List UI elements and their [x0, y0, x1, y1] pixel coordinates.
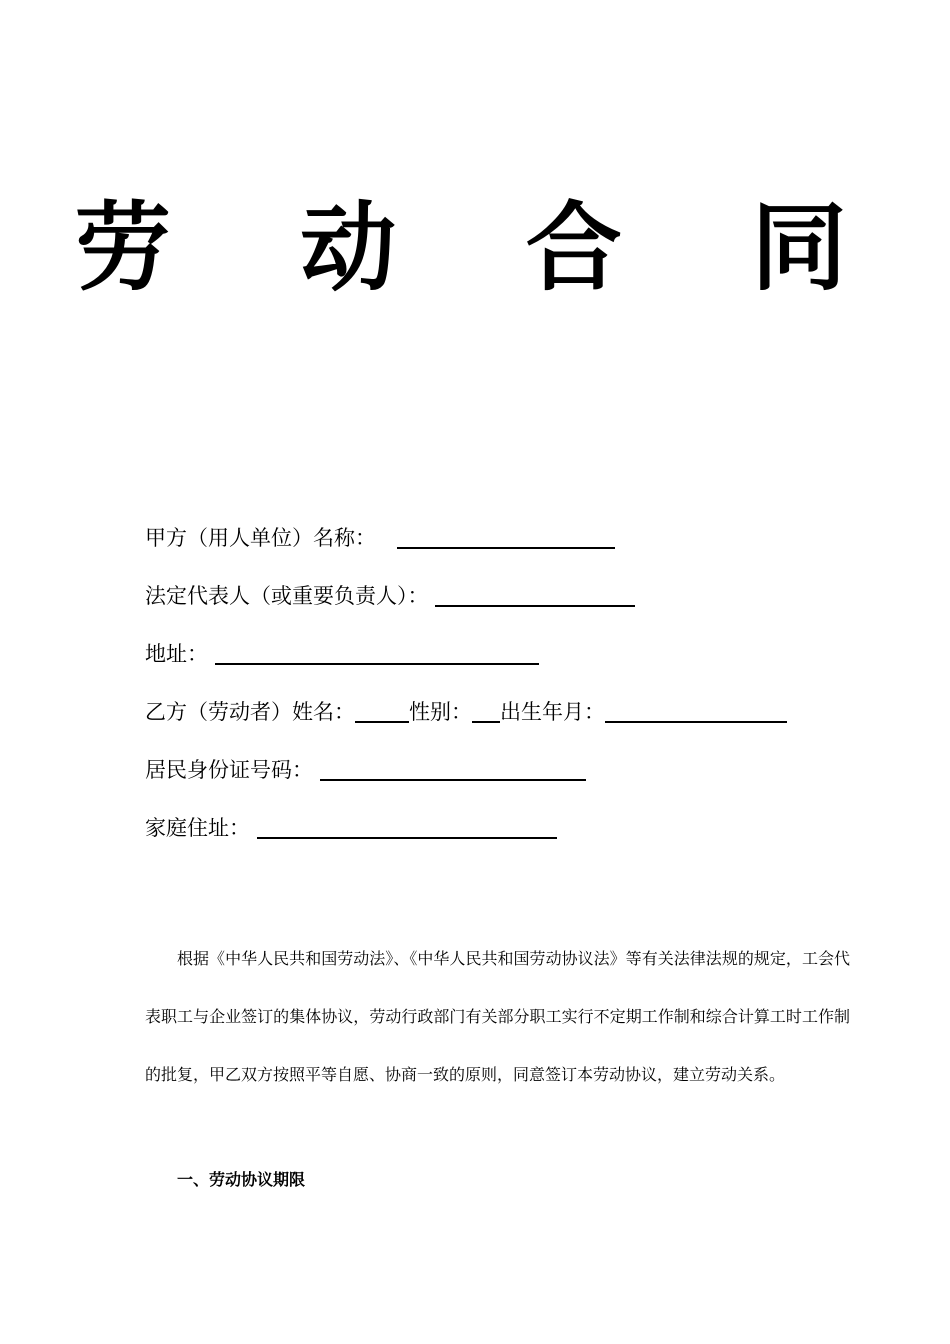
id-number-label: 居民身份证号码：	[145, 758, 313, 782]
contract-party-form	[145, 520, 845, 868]
gender-label: 性别：	[409, 700, 472, 724]
party-a-name-blank	[397, 522, 615, 549]
preamble-section	[145, 930, 850, 1104]
legal-rep-blank	[435, 580, 635, 607]
address-line	[145, 636, 845, 694]
party-b-line	[145, 694, 845, 752]
home-address-blank	[257, 812, 557, 839]
id-number-line	[145, 752, 845, 810]
address-blank	[215, 638, 539, 665]
legal-rep-label: 法定代表人（或重要负责人）：	[145, 584, 429, 608]
home-address-line	[145, 810, 845, 868]
party-b-name-label: 乙方（劳动者）姓名：	[145, 700, 355, 724]
legal-rep-line	[145, 578, 845, 636]
gender-blank	[472, 696, 500, 723]
birth-label: 出生年月：	[500, 700, 605, 724]
document-title: 劳 动 合 同	[74, 191, 896, 304]
section-1-heading: 一、劳动协议期限	[177, 1170, 306, 1189]
party-a-name-line	[145, 520, 845, 578]
id-number-blank	[320, 754, 586, 781]
preamble-paragraph: 根据《中华人民共和国劳动法》、《中华人民共和国劳动协议法》等有关法律法规的规定，工会代表职工与企业签订的集体协议，劳动行政部门有关部分职工实行不定期工作制和综合计算工时工作制的批复，甲乙双方按照平等自愿、协商一致的原则，同意签订本劳动协议，建立劳动关系。	[145, 949, 850, 1084]
party-b-name-blank	[355, 696, 409, 723]
party-a-name-label: 甲方（用人单位）名称：	[145, 526, 376, 550]
birth-blank	[605, 696, 787, 723]
home-address-label: 家庭住址：	[145, 816, 250, 840]
address-label: 地址：	[145, 642, 208, 666]
